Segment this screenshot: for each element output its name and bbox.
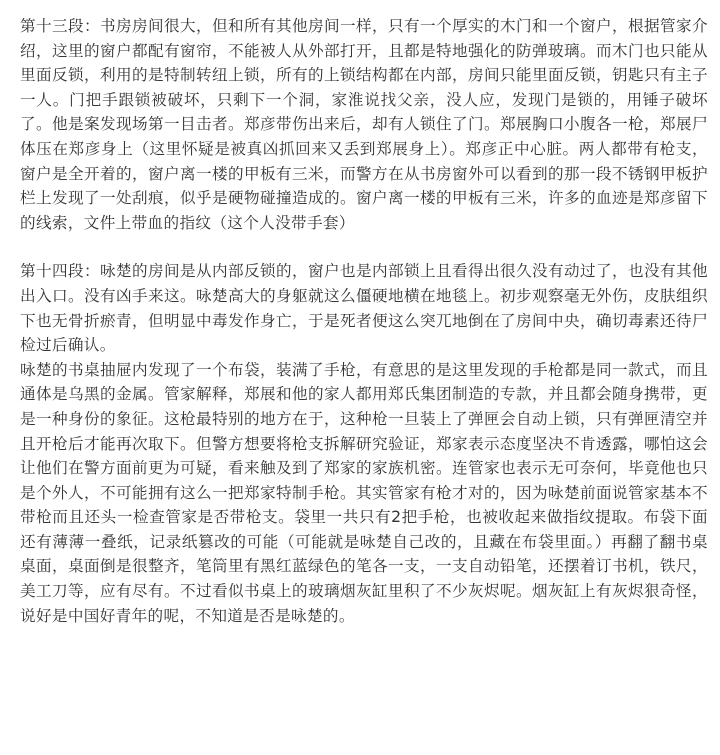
document-body [20,14,708,628]
paragraph-gap [20,235,708,259]
paragraph-desk-findings: 咏楚的书桌抽屉内发现了一个布袋，装满了手枪，有意思的是这里发现的手枪都是同一款式，而且通体是乌黑的金属。管家解释，郑展和他的家人都用郑氏集团制造的专款，并且都会随身携带，更是一种身份的象征。这枪最特别的地方在于，这种枪一旦装上了弹匣会自动上锁，只有弹匣清空并且开枪后才能再次取下。但警方想要将枪支拆解研究验证，郑家表示态度坚决不肯透露，哪怕这会让他们在警方面前更为可疑，看来触及到了郑家的家族机密。连管家也表示无可奈何，毕竟他也只是个外人，不可能拥有这么一把郑家特制手枪。其实管家有枪才对的，因为咏楚前面说管家基本不带枪而且还头一检查管家是否带枪支。袋里一共只有2把手枪，也被收起来做指纹提取。布袋下面还有薄薄一叠纸，记录纸篡改的可能（可能就是咏楚自己改的，且藏在布袋里面。）再翻了翻书桌桌面，桌面倒是很整齐，笔筒里有黑红蓝绿色的笔各一支，一支自动铅笔，还摆着订书机，铁尺，美工刀等，应有尽有。不过看似书桌上的玻璃烟灰缸里积了不少灰烬呢。烟灰缸上有灰烬狠奇怪，说好是中国好青年的呢，不知道是否是咏楚的。 [20,360,708,625]
paragraph-section-14: 第十四段：咏楚的房间是从内部反锁的，窗户也是内部锁上且看得出很久没有动过了，也没有其他出入口。没有凶手来这。咏楚高大的身躯就这么僵硬地横在地毯上。初步观察毫无外伤，皮肤组织下也无骨折瘀青，但明显中毒发作身亡，于是死者便这么突兀地倒在了房间中央，确切毒素还待尸检过后确认。 [20,262,708,355]
paragraph-section-13: 第十三段：书房房间很大，但和所有其他房间一样，只有一个厚实的木门和一个窗户，根据管家介绍，这里的窗户都配有窗帘，不能被人从外部打开，且都是特地强化的防弹玻璃。而木门也只能从里面反锁，利用的是特制转纽上锁，所有的上锁结构都在内部，房间只能里面反锁，钥匙只有主子一人。门把手跟锁被破坏，只剩下一个洞，家淮说找父亲，没人应，发现门是锁的，用锤子破坏了。他是案发现场第一目击者。郑彦带伤出来后，却有人锁住了门。郑展胸口小腹各一枪，郑展尸体压在郑彦身上（这里怀疑是被真凶抓回来又丢到郑展身上）。郑彦正中心脏。两人都带有枪支，窗户是全开着的，窗户离一楼的甲板有三米，而警方在从书房窗外可以看到的那一段不锈钢甲板护栏上发现了一处刮痕，似乎是硬物碰撞造成的。窗户离一楼的甲板有三米，许多的血迹是郑彦留下的线索，文件上带血的指纹（这个人没带手套） [20,17,708,232]
